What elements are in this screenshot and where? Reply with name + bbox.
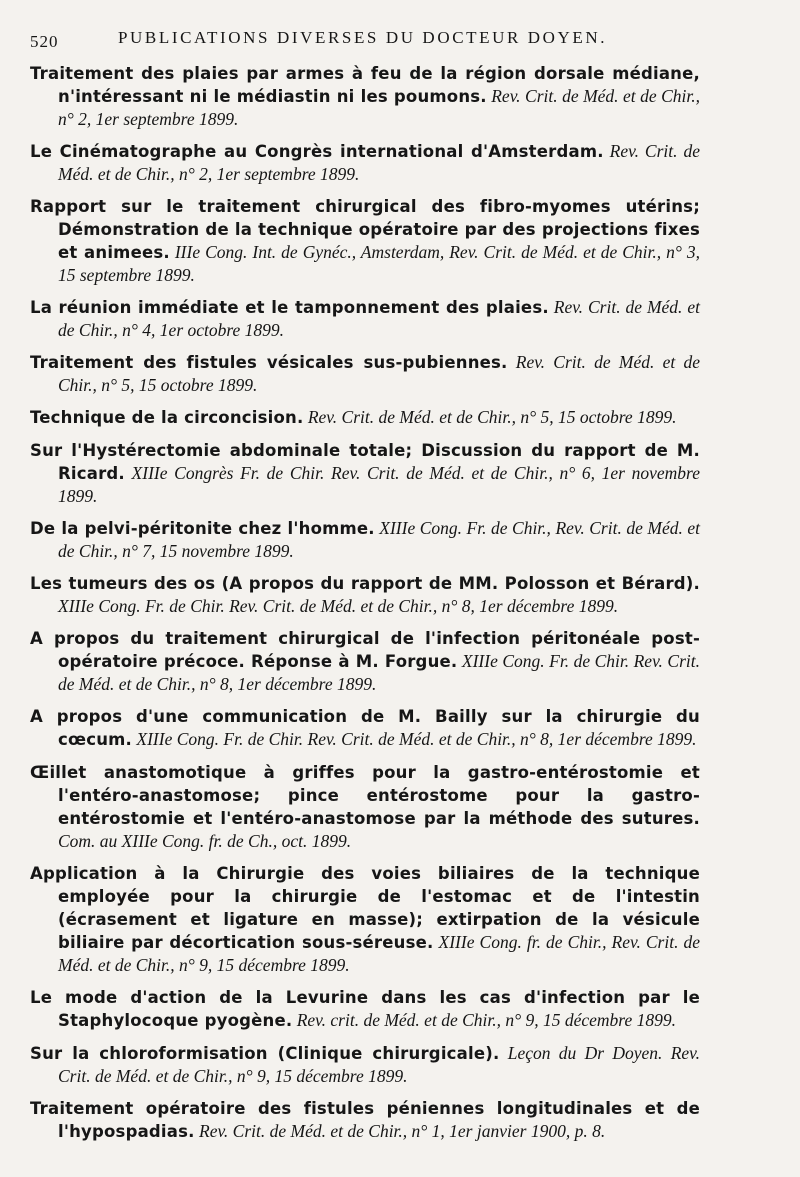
running-title: PUBLICATIONS DIVERSES DU DOCTEUR DOYEN. [118, 28, 608, 47]
publication-entry [30, 140, 700, 185]
publication-entry [30, 351, 700, 396]
publication-reference: Com. au XIIIe Cong. fr. de Ch., oct. 1899. [58, 831, 352, 851]
publication-title: A propos du traitement chirurgical de l'infection péritonéale post-opératoire précoce. Réponse à M. Forgue. [30, 629, 700, 671]
publication-title: Les tumeurs des os (A propos du rapport de MM. Polosson et Bérard). [30, 574, 700, 593]
publication-reference: Rev. Crit. de Méd. et de Chir., n° 5, 15 octobre 1899. [58, 352, 700, 395]
publication-title: Traitement des plaies par armes à feu de la région dorsale médiane, n'intéressant ni le médiastin ni les poumons. [30, 64, 700, 106]
publication-title: Traitement des fistules vésicales sus-pubiennes. [30, 353, 508, 372]
publication-reference: Rev. Crit. de Méd. et de Chir., n° 4, 1er octobre 1899. [58, 297, 700, 340]
publication-entry [30, 986, 700, 1032]
publication-reference: IIIe Cong. Int. de Gynéc., Amsterdam, Rev. Crit. de Méd. et de Chir., n° 3, 15 septembre 1899. [58, 242, 700, 285]
publication-reference: XIIIe Cong. Fr. de Chir., Rev. Crit. de Méd. et de Chir., n° 7, 15 novembre 1899. [58, 518, 700, 561]
publication-entry [30, 572, 700, 617]
publication-reference: XIIIe Congrès Fr. de Chir. Rev. Crit. de Méd. et de Chir., n° 6, 1er novembre 1899. [58, 463, 700, 506]
publication-title: Œillet anastomotique à griffes pour la gastro-entérostomie et l'entéro-anastomose; pince entérostome pour la gastro-entérostomie et l'entéro-anastomose par la méthode des sutures. [30, 763, 700, 828]
publication-title: Application à la Chirurgie des voies biliaires de la technique employée pour la chirurgie de l'estomac et de l'intestin (écrasement et ligature en masse); extirpation de la vésicule biliaire par décortication sous-séreuse. [30, 864, 700, 952]
publication-reference: Rev. Crit. de Méd. et de Chir., n° 1, 1er janvier 1900, p. 8. [194, 1121, 606, 1141]
publication-title: Le mode d'action de la Levurine dans les cas d'infection par le Staphylocoque pyogène. [30, 988, 700, 1030]
publication-entry [30, 627, 700, 695]
publication-entry [30, 862, 700, 976]
page-number: 520 [30, 32, 59, 51]
publication-entry [30, 439, 700, 507]
publication-title: Sur l'Hystérectomie abdominale totale; Discussion du rapport de M. Ricard. [30, 441, 700, 483]
publication-entry [30, 705, 700, 751]
publication-reference: Rev. Crit. de Méd. et de Chir., n° 2, 1er septembre 1899. [58, 141, 700, 184]
publication-reference: Rev. Crit. de Méd. et de Chir., n° 5, 15 octobre 1899. [303, 407, 677, 427]
publication-title: La réunion immédiate et le tamponnement des plaies. [30, 298, 549, 317]
publication-entry [30, 62, 700, 130]
publication-title: De la pelvi-péritonite chez l'homme. [30, 519, 375, 538]
publication-title: Traitement opératoire des fistules péniennes longitudinales et de l'hypospadias. [30, 1099, 700, 1141]
publication-entry [30, 406, 700, 429]
publication-entry [30, 195, 700, 286]
publication-title: Technique de la circoncision. [30, 408, 304, 427]
publication-reference: Leçon du Dr Doyen. Rev. Crit. de Méd. et de Chir., n° 9, 15 décembre 1899. [58, 1043, 700, 1086]
publication-reference: Rev. crit. de Méd. et de Chir., n° 9, 15 décembre 1899. [292, 1010, 676, 1030]
publication-reference: Rev. Crit. de Méd. et de Chir., n° 2, 1er septembre 1899. [58, 86, 701, 129]
publication-title: Le Cinématographe au Congrès international d'Amsterdam. [30, 142, 604, 161]
publication-entry [30, 517, 700, 562]
publication-title: Rapport sur le traitement chirurgical des fibro-myomes utérins; Démonstration de la technique opératoire par des projections fixes et animees. [30, 197, 700, 262]
publication-entry [30, 296, 700, 341]
publication-title: Sur la chloroformisation (Clinique chirurgicale). [30, 1044, 500, 1063]
publication-list [30, 62, 700, 1153]
page-header [30, 22, 760, 52]
publication-entry [30, 1042, 700, 1087]
publication-title: A propos d'une communication de M. Bailly sur la chirurgie du cœcum. [30, 707, 700, 749]
publication-reference: XIIIe Cong. Fr. de Chir. Rev. Crit. de Méd. et de Chir., n° 8, 1er décembre 1899. [58, 651, 701, 694]
publication-entry [30, 1097, 700, 1143]
publication-reference: XIIIe Cong. fr. de Chir., Rev. Crit. de Méd. et de Chir., n° 9, 15 décembre 1899. [58, 932, 700, 975]
publication-reference: XIIIe Cong. Fr. de Chir. Rev. Crit. de Méd. et de Chir., n° 8, 1er décembre 1899. [132, 729, 697, 749]
publication-reference: XIIIe Cong. Fr. de Chir. Rev. Crit. de Méd. et de Chir., n° 8, 1er décembre 1899. [58, 596, 619, 616]
publication-entry [30, 761, 700, 852]
